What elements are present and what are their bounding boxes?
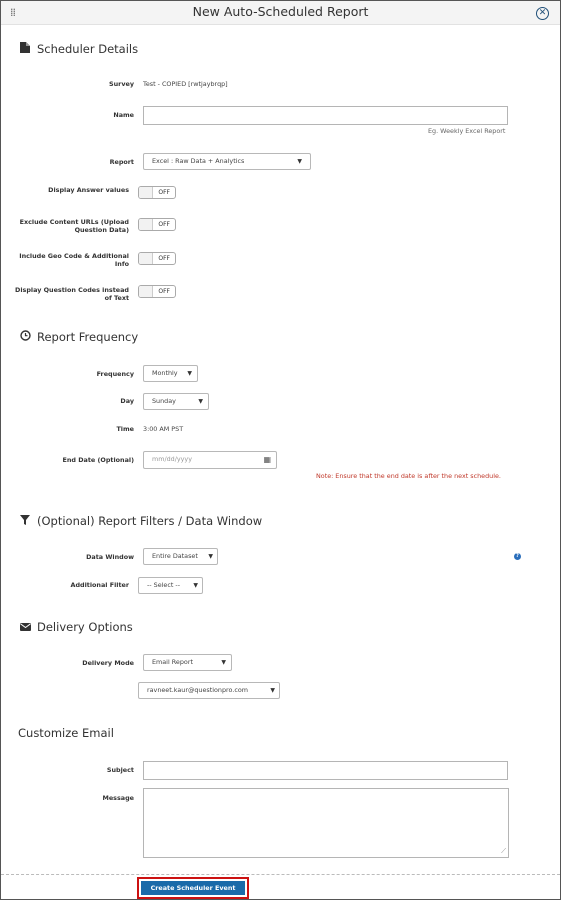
drag-handle-icon[interactable]: ⁞⁞ bbox=[10, 6, 15, 19]
message-textarea[interactable] bbox=[143, 788, 509, 858]
subject-input[interactable] bbox=[143, 761, 508, 780]
caret-down-icon: ▼ bbox=[208, 553, 213, 560]
toggle-geo-code[interactable] bbox=[138, 252, 176, 265]
report-select-value: Excel : Raw Data + Analytics bbox=[152, 157, 245, 165]
recipient-select[interactable] bbox=[138, 682, 280, 699]
day-select-value: Sunday bbox=[152, 397, 176, 405]
caret-down-icon: ▼ bbox=[297, 158, 302, 165]
section-scheduler-details bbox=[19, 42, 138, 56]
calendar-icon[interactable]: ▦ bbox=[263, 455, 271, 464]
dialog-title: New Auto-Scheduled Report bbox=[192, 4, 369, 19]
toggle-answer-values[interactable] bbox=[138, 186, 176, 199]
title-bar[interactable] bbox=[1, 1, 560, 25]
filter-icon bbox=[19, 515, 31, 528]
caret-down-icon: ▼ bbox=[193, 582, 198, 589]
envelope-icon bbox=[19, 621, 31, 634]
message-label: Message bbox=[102, 794, 134, 802]
caret-down-icon: ▼ bbox=[187, 370, 192, 377]
day-label: Day bbox=[120, 397, 134, 405]
section-heading: Scheduler Details bbox=[37, 42, 139, 56]
section-report-filters bbox=[19, 514, 262, 528]
toggle-exclude-urls[interactable] bbox=[138, 218, 176, 231]
survey-label: Survey bbox=[109, 80, 134, 88]
caret-down-icon: ▼ bbox=[270, 687, 275, 694]
section-customize-email bbox=[18, 726, 114, 740]
recipient-select-value: ravneet.kaur@questionpro.com bbox=[147, 686, 248, 694]
toggle-knob bbox=[139, 253, 153, 264]
name-label: Name bbox=[113, 111, 134, 119]
day-select[interactable] bbox=[143, 393, 209, 410]
section-report-frequency bbox=[19, 330, 138, 344]
question-circle-icon[interactable]: ? bbox=[514, 553, 521, 560]
clock-icon bbox=[19, 330, 31, 344]
survey-value: Test - COPIED [rwtjaybrqp] bbox=[143, 80, 228, 88]
file-icon bbox=[19, 42, 31, 56]
section-heading: Report Frequency bbox=[37, 330, 139, 344]
toggle-state: OFF bbox=[158, 189, 170, 196]
report-select[interactable] bbox=[143, 153, 311, 170]
toggle-label-exclude-urls: Exclude Content URLs (Upload Question Data) bbox=[19, 218, 129, 234]
toggle-knob bbox=[139, 286, 153, 297]
time-label: Time bbox=[116, 425, 134, 433]
toggle-state: OFF bbox=[158, 288, 170, 295]
toggle-label-geo-code: Include Geo Code & Additional Info bbox=[19, 252, 129, 268]
delivery-mode-select[interactable] bbox=[143, 654, 232, 671]
additional-filter-select-value: -- Select -- bbox=[147, 581, 181, 589]
end-date-label: End Date (Optional) bbox=[62, 456, 134, 464]
section-delivery-options bbox=[19, 620, 133, 634]
end-date-placeholder: mm/dd/yyyy bbox=[152, 455, 192, 463]
caret-down-icon: ▼ bbox=[221, 659, 226, 666]
time-value: 3:00 AM PST bbox=[143, 425, 184, 433]
footer-divider bbox=[1, 874, 560, 875]
name-input[interactable] bbox=[143, 106, 508, 125]
delivery-mode-select-value: Email Report bbox=[152, 658, 193, 666]
resize-handle-icon[interactable]: ⟋ bbox=[501, 847, 506, 855]
caret-down-icon: ▼ bbox=[198, 398, 203, 405]
additional-filter-label: Additional Filter bbox=[70, 581, 129, 589]
end-date-note: Note: Ensure that the end date is after the next schedule. bbox=[316, 472, 501, 480]
data-window-select[interactable] bbox=[143, 548, 218, 565]
frequency-select-value: Monthly bbox=[152, 369, 178, 377]
toggle-label-question-codes: Display Question Codes instead of Text bbox=[15, 286, 129, 302]
data-window-label: Data Window bbox=[86, 553, 134, 561]
subject-label: Subject bbox=[106, 766, 134, 774]
report-label: Report bbox=[109, 158, 134, 166]
section-heading: Customize Email bbox=[18, 726, 114, 740]
section-heading: Delivery Options bbox=[37, 620, 133, 634]
toggle-question-codes[interactable] bbox=[138, 285, 176, 298]
end-date-input[interactable] bbox=[143, 451, 277, 469]
frequency-select[interactable] bbox=[143, 365, 198, 382]
name-hint: Eg. Weekly Excel Report bbox=[428, 127, 506, 135]
toggle-state: OFF bbox=[158, 221, 170, 228]
create-button-highlight bbox=[137, 877, 249, 899]
delivery-mode-label: Delivery Mode bbox=[82, 659, 134, 667]
data-window-select-value: Entire Dataset bbox=[152, 552, 198, 560]
toggle-knob bbox=[139, 187, 153, 198]
section-heading: (Optional) Report Filters / Data Window bbox=[37, 514, 263, 528]
toggle-state: OFF bbox=[158, 255, 170, 262]
toggle-label-answer-values: Display Answer values bbox=[48, 186, 129, 194]
close-icon[interactable]: ✕ bbox=[536, 7, 549, 20]
create-scheduler-event-button[interactable]: Create Scheduler Event bbox=[141, 881, 245, 895]
toggle-knob bbox=[139, 219, 153, 230]
frequency-label: Frequency bbox=[96, 370, 134, 378]
additional-filter-select[interactable] bbox=[138, 577, 203, 594]
